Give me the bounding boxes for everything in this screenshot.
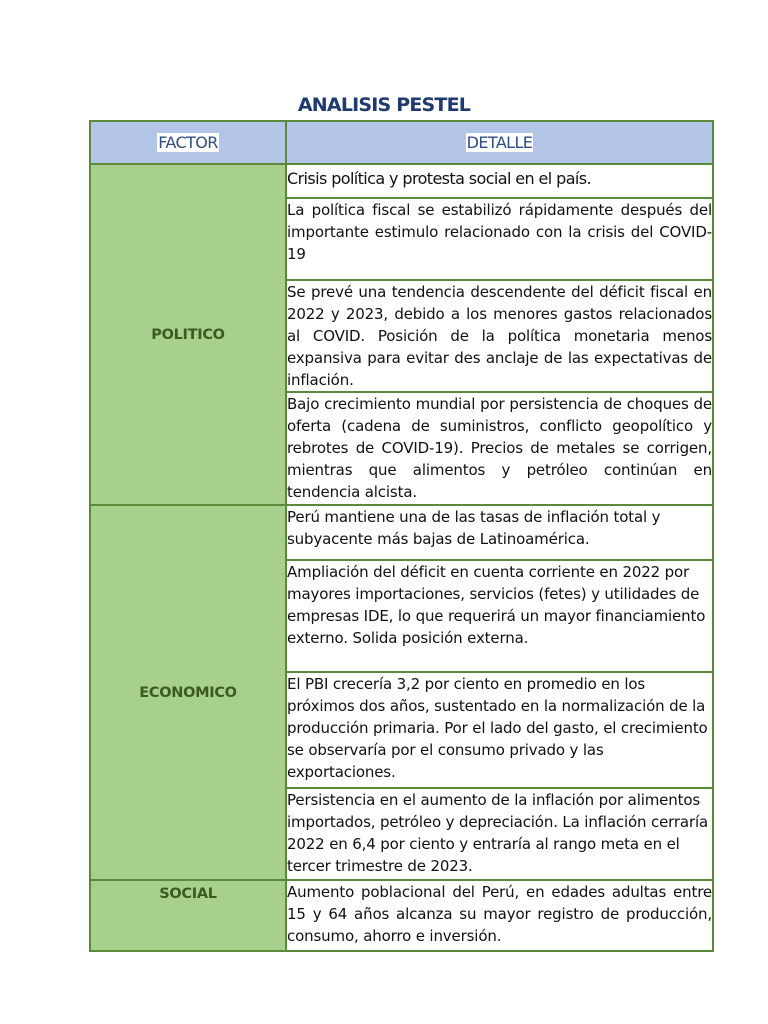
- detail-cell: Perú mantiene una de las tasas de inflación total y subyacente más bajas de Latinoamérica.: [286, 505, 713, 560]
- table-row: [90, 505, 713, 560]
- detail-cell: Ampliación del déficit en cuenta corriente en 2022 por mayores importaciones, servicios (fetes) y utilidades de empresas IDE, lo que requerirá un mayor financiamiento externo. Solida posición externa.: [286, 560, 713, 672]
- detail-cell: Se prevé una tendencia descendente del déficit fiscal en 2022 y 2023, debido a los menores gastos relacionados al COVID. Posición de la política monetaria menos expansiva para evitar des anclaje de las expectativas de inflación.: [286, 280, 713, 392]
- detail-cell: Bajo crecimiento mundial por persistencia de choques de oferta (cadena de suministros, conflicto geopolítico y rebrotes de COVID-19). Precios de metales se corrigen, mientras que alimentos y petróleo continúan en tendencia alcista.: [286, 392, 713, 505]
- factor-economico: ECONOMICO: [90, 505, 286, 880]
- table-row: [90, 880, 713, 951]
- page-title: ANALISIS PESTEL: [297, 94, 471, 116]
- detail-cell: Crisis política y protesta social en el país.: [286, 164, 713, 198]
- header-detail: DETALLE: [286, 121, 713, 164]
- pestel-table: [89, 120, 714, 952]
- factor-social: SOCIAL: [90, 880, 286, 951]
- detail-cell: Persistencia en el aumento de la inflación por alimentos importados, petróleo y depreciación. La inflación cerraría 2022 en 6,4 por ciento y entraría al rango meta en el tercer trimestre de 2023.: [286, 788, 713, 880]
- header-row: [90, 121, 713, 164]
- detail-cell: La política fiscal se estabilizó rápidamente después del importante estimulo relacionado con la crisis del COVID-19: [286, 198, 713, 280]
- factor-politico: POLITICO: [90, 164, 286, 505]
- header-factor: FACTOR: [90, 121, 286, 164]
- table-row: [90, 164, 713, 198]
- detail-cell: Aumento poblacional del Perú, en edades adultas entre 15 y 64 años alcanza su mayor registro de producción, consumo, ahorro e inversión.: [286, 880, 713, 951]
- detail-cell: El PBI crecería 3,2 por ciento en promedio en los próximos dos años, sustentado en la normalización de la producción primaria. Por el lado del gasto, el crecimiento se observaría por el consumo privado y las exportaciones.: [286, 672, 713, 788]
